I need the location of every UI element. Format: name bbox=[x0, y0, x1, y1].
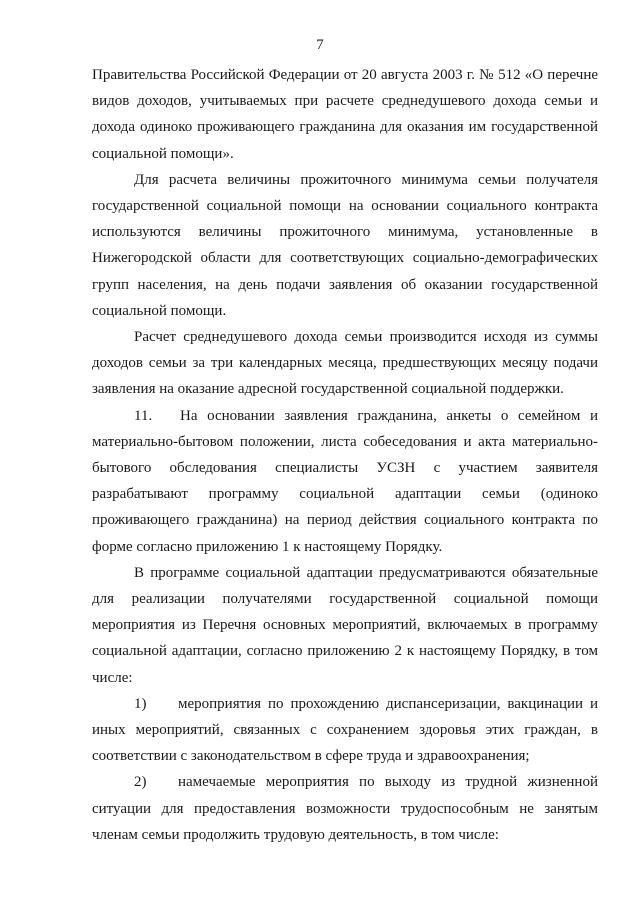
item-number: 11. bbox=[134, 407, 153, 424]
paragraph-text: мероприятия по прохождению диспансеризации, вакцинации и иных мероприятий, связанных с сохранением здоровья этих граждан, в соответствии с законодательством в сфере труда и здравоохранения; bbox=[92, 695, 598, 765]
page-number: 7 bbox=[316, 37, 324, 53]
document-body bbox=[92, 62, 598, 848]
paragraph-text: Для расчета величины прожиточного минимума семьи получателя государственной социальной помощи на основании социального контракта используются величины прожиточного минимума, установленные в Нижегородской области для соответствующих социально-демографических групп населения, на день подачи заявления об оказании государственной социальной помощи. bbox=[92, 171, 598, 319]
paragraph-continuation bbox=[92, 62, 598, 167]
list-marker: 2) bbox=[134, 774, 147, 791]
list-item-1 bbox=[92, 691, 598, 770]
list-marker: 1) bbox=[134, 695, 147, 712]
paragraph-text: Правительства Российской Федерации от 20 августа 2003 г. № 512 «О перечне видов доходов, учитываемых при расчете среднедушевого дохода семьи и дохода одиноко проживающего гражданина для оказания им государственной социальной помощи». bbox=[92, 67, 598, 162]
paragraph-subsistence-minimum bbox=[92, 167, 598, 324]
paragraph-average-income bbox=[92, 324, 598, 403]
paragraph-text: Расчет среднедушевого дохода семьи производится исходя из суммы доходов семьи за три календарных месяца, предшествующих месяцу подачи заявления на оказание адресной государственной социальной поддержки. bbox=[92, 329, 598, 398]
paragraph-text: В программе социальной адаптации предусматриваются обязательные для реализации получателями государственной социальной помощи мероприятия из Перечня основных мероприятий, включаемых в программу социальной адаптации, согласно приложению 2 к настоящему Порядку, в том числе: bbox=[92, 564, 598, 686]
list-item-2 bbox=[92, 769, 598, 848]
paragraph-adaptation-program bbox=[92, 560, 598, 691]
paragraph-text: намечаемые мероприятия по выходу из трудной жизненной ситуации для предоставления возможности трудоспособным не занятым членам семьи продолжить трудовую деятельность, в том числе: bbox=[92, 774, 598, 843]
paragraph-text: На основании заявления гражданина, анкеты о семейном и материально-бытовом положении, листа собеседования и акта материально-бытового обследования специалисты УСЗН с участием заявителя разрабатывают программу социальной адаптации семьи (одиноко проживающего гражданина) на период действия социального контракта по форме согласно приложению 1 к настоящему Порядку. bbox=[92, 407, 598, 555]
paragraph-item-11 bbox=[92, 403, 598, 560]
